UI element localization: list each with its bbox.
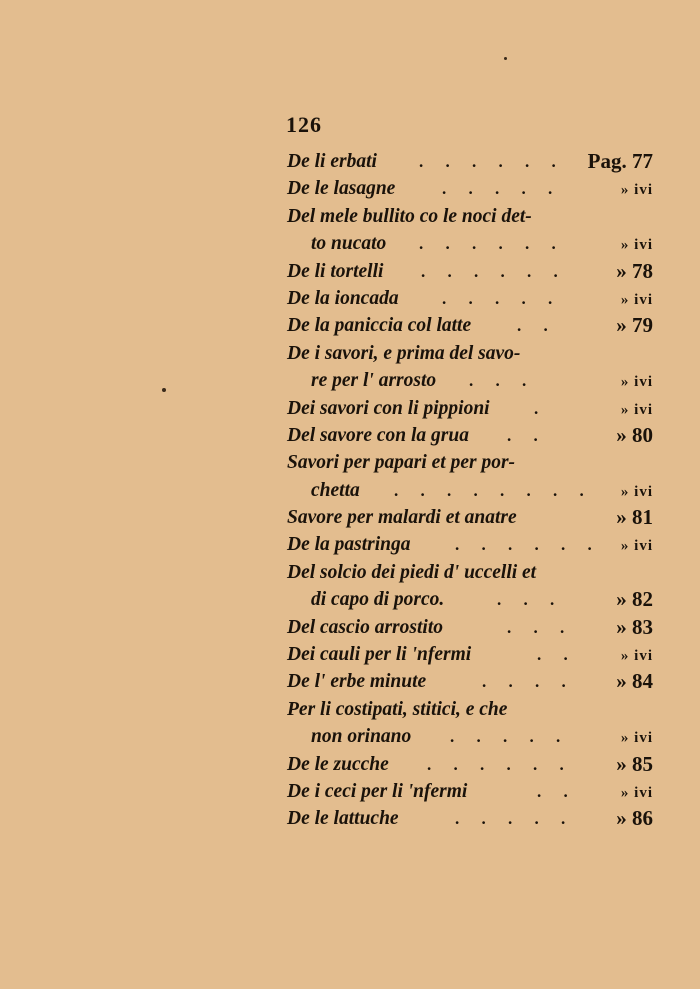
- dot-leader: . .: [517, 316, 557, 336]
- toc-entry-title: De li erbati: [287, 151, 377, 172]
- toc-entry-page-ref: » 86: [616, 806, 653, 831]
- toc-entry: [287, 422, 653, 449]
- dot-leader: .: [534, 398, 548, 418]
- toc-entry-title: De la pastringa: [287, 534, 411, 556]
- toc-entry-title: De la paniccia col latte: [287, 315, 472, 337]
- toc-entry-page-ref: » 85: [616, 751, 653, 776]
- dot-leader: . . . . . .: [421, 261, 567, 281]
- toc-entry-title: Del savore con la grua: [287, 424, 469, 446]
- toc-entry-title: De l' erbe minute: [287, 671, 427, 693]
- toc-entry-page-ref: » ivi: [620, 401, 653, 418]
- toc-entry: [287, 805, 653, 832]
- toc-entry-page-ref: » ivi: [620, 784, 653, 801]
- toc-entry-title: chetta: [311, 479, 360, 501]
- toc-entry-title: De li tortelli: [287, 260, 384, 282]
- toc-entry-page-ref: » ivi: [620, 730, 653, 747]
- toc-entry-title: Del solcio dei piedi d' uccelli et: [287, 561, 537, 583]
- toc-entry: [287, 258, 653, 285]
- toc-entry-title: De le lattuche: [287, 808, 399, 830]
- toc-entry-page-ref: » 80: [616, 422, 653, 447]
- dot-leader: . . .: [507, 617, 574, 637]
- toc-entry-page-ref: » 84: [616, 669, 653, 694]
- ink-speck: [504, 57, 507, 60]
- toc-entry-page-ref: » ivi: [620, 182, 653, 199]
- dot-leader: . .: [507, 425, 547, 445]
- toc-entry-title: Del cascio arrostito: [287, 616, 443, 638]
- toc-entry: [287, 723, 653, 750]
- toc-entry-title: De la ioncada: [287, 287, 399, 309]
- toc-entry-title: De i savori, e prima del savo-: [287, 342, 521, 364]
- dot-leader: . . . . .: [442, 179, 562, 199]
- toc-entry-page-ref: » 79: [616, 313, 653, 338]
- toc-entry-page-ref: » ivi: [620, 483, 653, 500]
- toc-entry: [287, 148, 653, 175]
- dot-leader: . . .: [497, 590, 564, 610]
- toc-entry: [287, 614, 653, 641]
- dot-leader: . . . . . .: [427, 754, 573, 774]
- dot-leader: . .: [537, 645, 577, 665]
- toc-entry-title: Savore per malardi et anatre: [287, 507, 517, 529]
- toc-entry: [287, 668, 653, 695]
- toc-entry: [287, 778, 653, 805]
- page-number: 126: [286, 112, 322, 137]
- toc-entry: [287, 175, 653, 202]
- toc-entry-title: re per l' arrosto: [311, 370, 437, 392]
- toc-entry-page-ref: » ivi: [620, 374, 653, 391]
- toc-entry: [287, 751, 653, 778]
- toc-entry: [287, 340, 653, 367]
- toc-entry: [287, 531, 653, 558]
- toc-entry: [287, 586, 653, 613]
- toc-entry-page-ref: » ivi: [620, 237, 653, 254]
- toc-entry-title: to nucato: [311, 233, 387, 255]
- table-of-contents: [287, 148, 653, 833]
- dot-leader: . . . . .: [450, 727, 570, 747]
- toc-entry-title: Savori per papari et per por-: [287, 452, 516, 474]
- toc-entry-title: Per li costipati, stitici, e che: [287, 698, 508, 720]
- toc-entry: [287, 395, 653, 422]
- toc-entry-page-ref: » ivi: [620, 538, 653, 555]
- dot-leader: . . . . . .: [455, 535, 601, 555]
- toc-entry: [287, 559, 653, 586]
- toc-entry-title: Del mele bullito co le noci det-: [287, 205, 532, 227]
- dot-leader: . . . . . .: [419, 234, 565, 254]
- toc-entry: [287, 696, 653, 723]
- dot-leader: . .: [537, 781, 577, 801]
- dot-leader: . . . . .: [455, 809, 575, 829]
- toc-entry: [287, 641, 653, 668]
- toc-entry-title: De le zucche: [287, 753, 389, 775]
- ink-speck: [162, 388, 166, 392]
- toc-entry: [287, 477, 653, 504]
- dot-leader: . . . .: [482, 672, 575, 692]
- dot-leader: . . . . . .: [419, 152, 565, 171]
- toc-entry: [287, 203, 653, 230]
- toc-entry-title: De i ceci per li 'nfermi: [287, 780, 468, 802]
- toc-entry: [287, 312, 653, 339]
- toc-entry-page-ref: » 82: [616, 587, 653, 612]
- dot-leader: . . . . . . . .: [394, 480, 593, 500]
- toc-entry-title: Dei cauli per li 'nfermi: [287, 644, 472, 666]
- toc-entry: [287, 230, 653, 257]
- toc-entry-title: De le lasagne: [287, 178, 396, 200]
- toc-entry-title: non orinano: [311, 726, 412, 748]
- toc-entry-page-ref: » ivi: [620, 648, 653, 665]
- toc-entry: [287, 285, 653, 312]
- toc-entry: [287, 504, 653, 531]
- toc-entry: [287, 449, 653, 476]
- toc-entry: [287, 367, 653, 394]
- toc-entry-title: Dei savori con li pippioni: [287, 397, 490, 419]
- dot-leader: . . . . .: [442, 288, 562, 308]
- toc-entry-page-ref: » 81: [616, 505, 653, 530]
- toc-entry-title: di capo di porco.: [311, 589, 445, 611]
- toc-entry-page-ref: » 83: [616, 614, 653, 639]
- toc-entry-page-ref: Pag. 77: [587, 149, 653, 173]
- toc-entry-page-ref: » 78: [616, 258, 653, 283]
- dot-leader: . . .: [469, 371, 536, 391]
- toc-entry-page-ref: » ivi: [620, 291, 653, 308]
